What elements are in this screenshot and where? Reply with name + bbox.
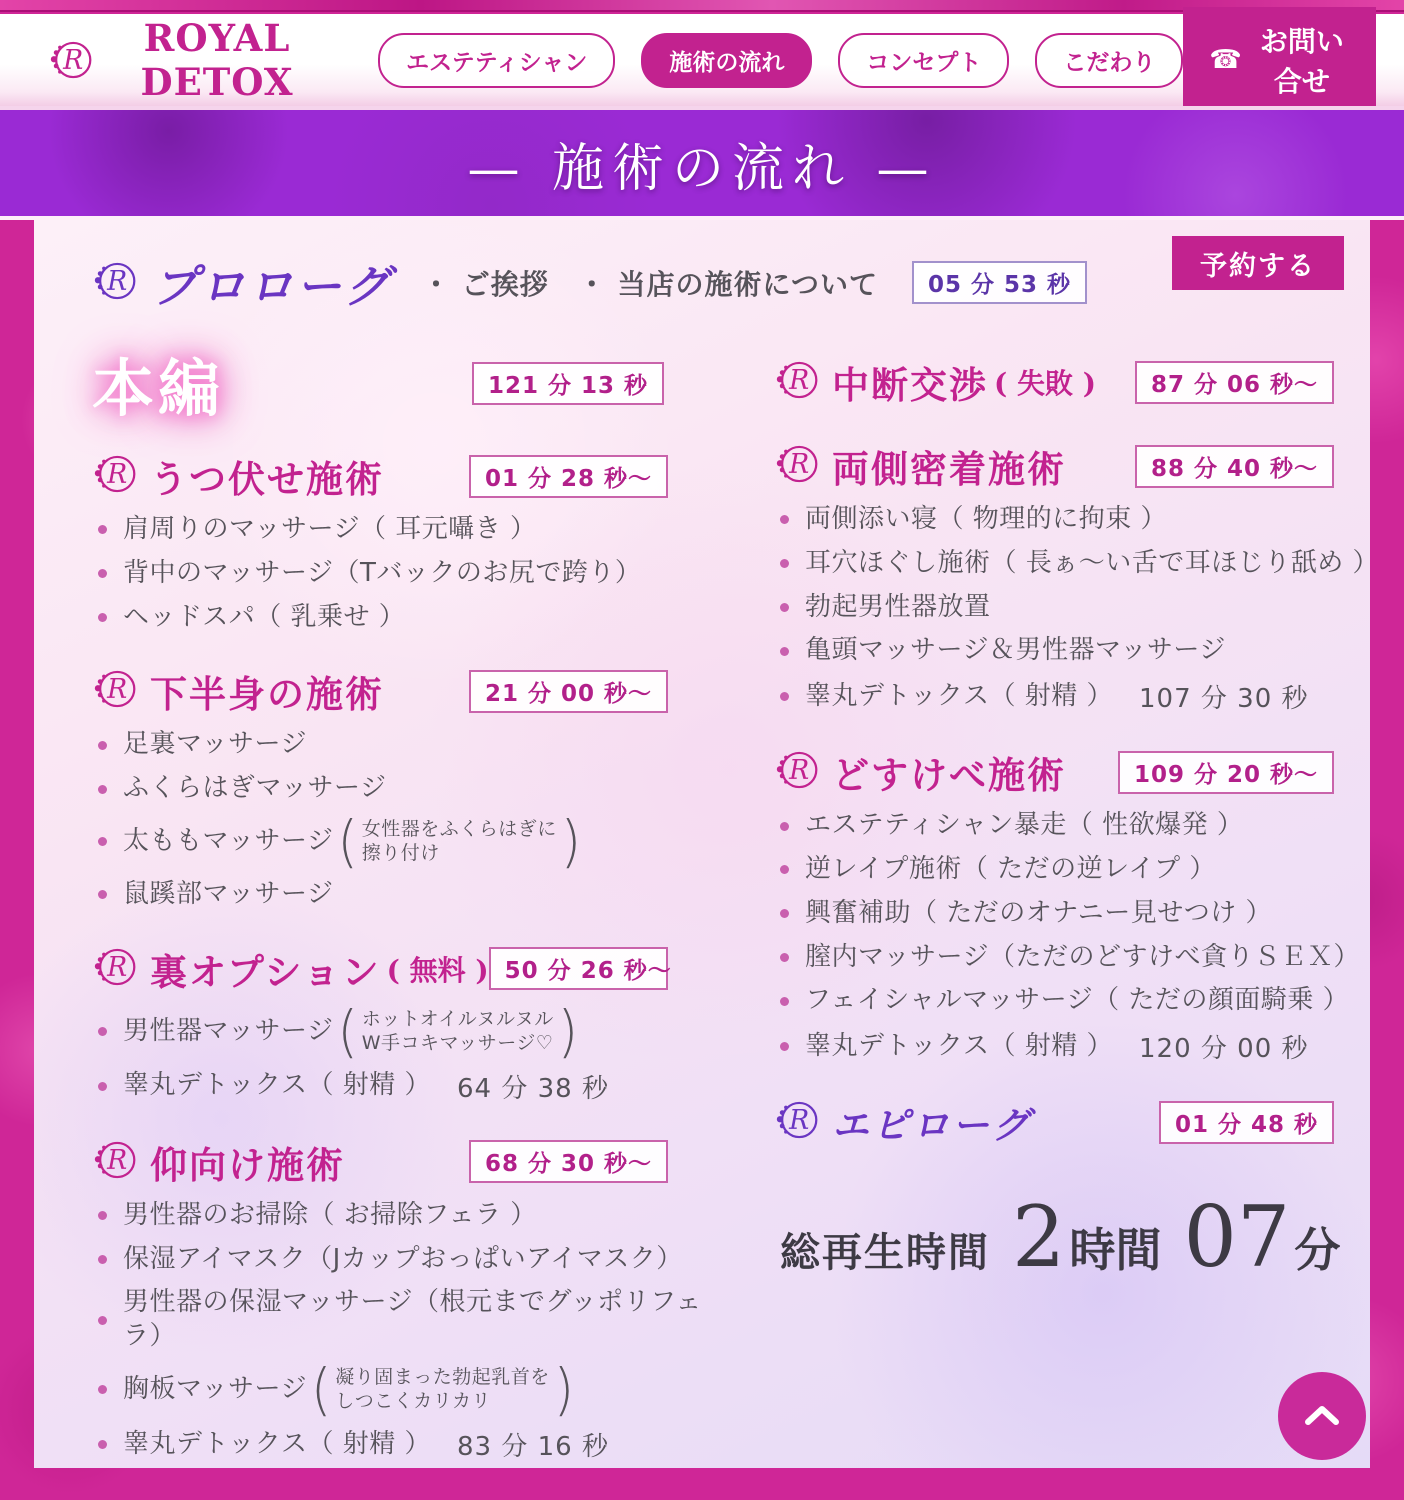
nav-tab-kodawari[interactable]: こだわり [1035,33,1183,88]
bullet-icon [98,569,107,578]
royal-r-icon [774,357,820,407]
bullet-icon [780,1042,789,1051]
treatment-section [774,439,1380,715]
treatment-section [92,664,704,911]
prologue-title: プロローグ [152,260,393,313]
bullet-icon [98,613,107,622]
treatment-item [98,513,704,547]
treatment-item-list [774,503,1380,715]
paren-open: ( [337,809,358,875]
treatment-item-note: 凝り固まった勃起乳首を しつこくカリカリ [335,1366,550,1412]
treatment-item-note: 女性器をふくらはぎに 擦り付け [361,818,557,864]
chevron-up-icon [1301,1401,1343,1432]
item-time: 120 分 00 秒 [1139,1034,1309,1065]
total-hours-unit: 時間 [1069,1223,1162,1278]
svg-text:R: R [789,364,810,396]
svg-text:R: R [789,448,810,480]
time-badge: 05 分 53 秒 [912,261,1087,304]
right-sections [774,341,1380,1149]
svg-text:R: R [107,458,128,490]
time-badge: 50 分 26 秒〜 [489,947,668,990]
treatment-item-label: 太ももマッサージ [123,826,334,857]
section-title: 裏オプション [150,949,381,994]
treatment-item-label: 背中のマッサージ（Tバックのお尻で跨り） [123,557,642,588]
treatment-item [98,1243,704,1277]
page-title-banner [0,106,1404,220]
left-column [92,341,704,1463]
section-title: エピローグ [832,1103,1032,1148]
total-hours: 2 [1012,1188,1066,1287]
treatment-item [98,772,704,806]
section-title: どすけべ施術 [832,753,1066,798]
item-time: 107 分 30 秒 [1139,684,1309,715]
bullet-icon [98,837,107,846]
treatment-item [780,809,1370,843]
treatment-item-list [92,513,704,634]
total-playtime-label: 総再生時間 [780,1229,990,1277]
main-part-title: 本編 [92,351,225,425]
bullet-icon [98,1316,107,1325]
section-header [774,439,1370,493]
royal-r-icon [92,944,138,994]
main-part-row [92,341,704,425]
paren-close: ) [560,809,582,875]
nav-tab-concept[interactable]: コンセプト [838,33,1009,88]
treatment-section [92,942,704,1105]
svg-text:R: R [107,674,128,706]
time-badge: 87 分 06 秒〜 [1135,361,1334,404]
two-column-layout [34,341,1380,1463]
treatment-item [780,678,1370,715]
treatment-item-label: 鼠蹊部マッサージ [123,878,334,909]
bullet-icon [780,647,789,656]
treatment-item-label: 足裏マッサージ [123,729,307,760]
section-header [774,745,1370,799]
section-title: 下半身の施術 [150,672,384,717]
treatment-section [774,355,1370,409]
section-header [92,449,704,503]
time-badge: 21 分 00 秒〜 [469,670,668,713]
treatment-section [774,1095,1370,1149]
paren-close: ) [553,1357,575,1423]
treatment-item [98,1199,704,1233]
svg-text:R: R [107,265,128,297]
brand-logo[interactable] [48,16,330,104]
treatment-item-list [92,728,704,911]
bullet-icon [98,1385,107,1394]
bullet-icon [98,741,107,750]
treatment-item-label: ふくらはぎマッサージ [123,773,387,804]
treatment-item [98,557,704,591]
treatment-item [780,897,1370,931]
section-title-suffix: ( 失敗 ) [994,367,1096,400]
total-minutes: 07 [1183,1188,1291,1287]
paren-open: ( [337,999,358,1065]
bullet-icon [780,515,789,524]
treatment-item-label: 胸板マッサージ [123,1374,307,1405]
time-badge: 109 分 20 秒〜 [1118,751,1334,794]
bullet-icon [98,1440,107,1449]
treatment-section [774,745,1370,1065]
section-title: 両側密着施術 [832,447,1066,491]
brand-name: ROYAL DETOX [140,16,294,104]
treatment-item [98,1426,704,1463]
bullet-icon [780,953,789,962]
nav-tab-esthetician[interactable]: エステティシャン [378,33,615,88]
contact-button[interactable] [1183,7,1376,113]
royal-r-icon [92,1137,138,1187]
treatment-section [92,1135,704,1463]
svg-text:R: R [107,951,128,983]
treatment-item-label: 睾丸デトックス（ 射精 ） [123,1428,431,1459]
royal-r-icon [92,666,138,716]
treatment-item [780,853,1370,887]
phone-icon: ☎ [1209,45,1242,75]
bullet-icon [780,692,789,701]
page-title: — 施術の流れ — [467,138,937,199]
svg-text:R: R [789,1105,810,1137]
treatment-item-label: 勃起男性器放置 [805,591,991,622]
section-title-suffix: ( 無料 ) [386,953,489,987]
bullet-icon [780,822,789,831]
treatment-item-label: 男性器マッサージ [123,1015,334,1046]
treatment-item-label: 耳穴ほぐし施術（ 長ぁ〜い舌で耳ほじり舐め ） [805,547,1380,578]
section-header [92,942,704,996]
treatment-item-label: 逆レイプ施術（ ただの逆レイプ ） [805,853,1216,884]
treatment-item [780,634,1370,668]
left-sections [92,425,704,1463]
treatment-item [780,547,1380,581]
treatment-item-label: 保湿アイマスク（Jカップおっぱいアイマスク） [123,1243,683,1274]
svg-text:R: R [789,755,810,787]
royal-r-icon [774,1097,820,1147]
time-badge: 01 分 48 秒 [1159,1101,1334,1144]
section-title: うつ伏せ施術 [150,457,384,501]
bullet-icon [98,1027,107,1036]
section-header [92,664,704,718]
treatment-item-label: 亀頭マッサージ＆男性器マッサージ [805,635,1226,666]
site-header [0,14,1404,106]
treatment-item-label: 睾丸デトックス（ 射精 ） [805,1030,1113,1061]
treatment-item-label: 睾丸デトックス（ 射精 ） [123,1070,431,1101]
bullet-icon [98,1211,107,1220]
section-header [774,1095,1370,1149]
treatment-item [98,601,704,635]
bullet-icon [98,1255,107,1264]
prologue-row [34,220,1370,315]
time-badge: 01 分 28 秒〜 [469,455,668,498]
treatment-item-list [92,999,704,1105]
royal-r-icon [774,747,820,797]
content-card [34,220,1380,1468]
total-playtime-row [774,1188,1370,1287]
treatment-item-label: 両側添い寝（ 物理的に拘束 ） [805,504,1168,534]
svg-text:R: R [107,1144,128,1176]
main-nav [378,33,1183,88]
bullet-icon [98,1082,107,1091]
treatment-item-list [92,1199,704,1463]
right-column [774,341,1380,1463]
treatment-item-label: 男性器のお掃除（ お掃除フェラ ） [123,1199,537,1230]
nav-tab-treatment-flow[interactable]: 施術の流れ [641,33,812,88]
bullet-icon [98,890,107,899]
treatment-item [98,878,704,912]
section-title: 中断交渉 [832,363,988,407]
royal-r-icon [92,451,138,501]
treatment-item-label: ヘッドスパ（ 乳乗せ ） [123,601,406,632]
time-badge: 121 分 13 秒 [472,362,664,405]
time-badge: 88 分 40 秒〜 [1135,445,1334,488]
section-title: 仰向け施術 [150,1142,345,1187]
treatment-item-list [774,809,1370,1065]
svg-text:R: R [63,44,84,76]
bullet-icon [98,525,107,534]
treatment-item [780,503,1370,537]
bullet-icon [98,785,107,794]
treatment-item [780,591,1370,625]
treatment-item [98,1068,704,1105]
bullet-icon [780,865,789,874]
bullet-icon [780,559,789,568]
treatment-item-label: 男性器の保湿マッサージ（根元までグッポリフェラ） [123,1287,702,1352]
treatment-item [98,809,704,875]
treatment-item [98,1357,704,1423]
section-header [774,355,1370,409]
total-minutes-unit: 分 [1294,1223,1341,1278]
treatment-item [98,728,704,762]
treatment-item-label: 興奮補助（ ただのオナニー見せつけ ） [805,897,1272,928]
treatment-item [98,1286,704,1354]
treatment-item [780,941,1370,975]
reserve-button[interactable]: 予約する [1172,236,1344,290]
treatment-item-label: 肩周りのマッサージ（ 耳元囁き ） [123,514,537,544]
treatment-section [92,449,704,634]
section-header [92,1135,704,1189]
paren-open: ( [310,1357,332,1423]
bullet-icon [780,909,789,918]
treatment-item-label: 睾丸デトックス（ 射精 ） [805,680,1113,711]
royal-r-icon [774,441,820,491]
item-time: 83 分 16 秒 [457,1431,609,1462]
treatment-item-note: ホットオイルヌルヌル W手コキマッサージ♡ [361,1008,554,1054]
treatment-item [780,984,1370,1018]
paren-close: ) [557,999,579,1065]
contact-label: お問い合せ [1259,25,1344,98]
scroll-to-top-button[interactable] [1278,1372,1366,1460]
prologue-description: ・ ご挨拶 ・ 当店の施術について [422,267,878,301]
treatment-item-label: 膣内マッサージ（ただのどすけべ貪りＳＥＸ） [805,941,1360,972]
royal-r-icon [92,258,138,308]
treatment-item-label: エステティシャン暴走（ 性欲爆発 ） [805,810,1244,841]
bullet-icon [780,997,789,1006]
royal-detox-logo-icon [48,37,94,83]
item-time: 64 分 38 秒 [457,1073,609,1104]
bullet-icon [780,603,789,612]
treatment-item [98,999,704,1065]
time-badge: 68 分 30 秒〜 [469,1140,668,1183]
treatment-item-label: フェイシャルマッサージ（ ただの顔面騎乗 ） [805,985,1350,1016]
treatment-item [780,1028,1370,1065]
